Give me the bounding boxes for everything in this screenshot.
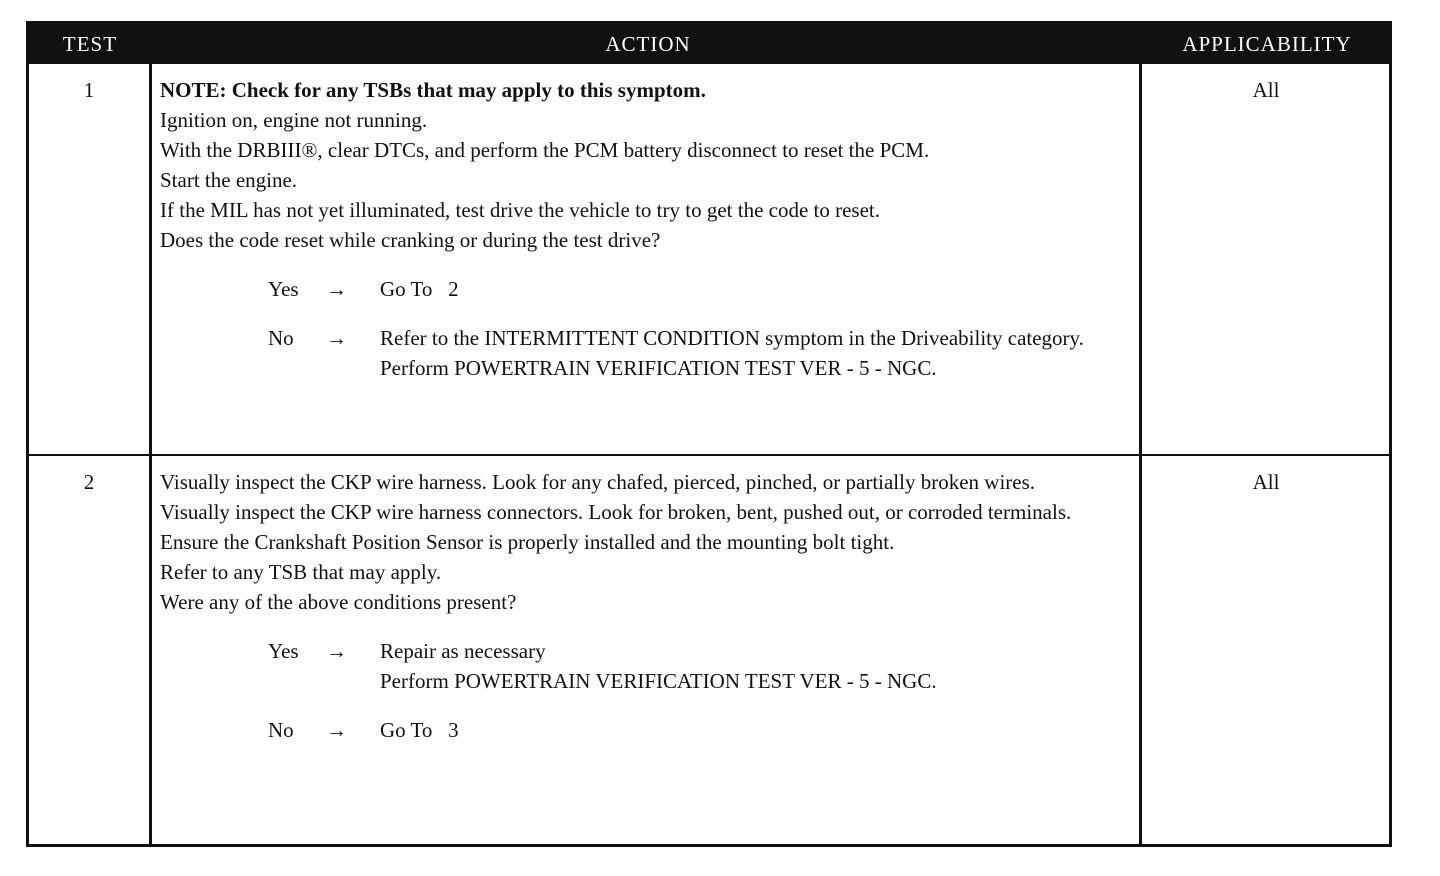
yes-label: Yes <box>268 277 299 301</box>
result-line: Go To 2 <box>380 277 459 301</box>
action-line: Visually inspect the CKP wire harness connectors. Look for broken, bent, pushed out, or corroded terminals. <box>160 500 1072 524</box>
no-label: No <box>268 718 294 742</box>
action-line: Ensure the Crankshaft Position Sensor is properly installed and the mounting bolt tight. <box>160 530 895 554</box>
action-text <box>160 467 1132 745</box>
header-applicability: APPLICABILITY <box>1182 32 1352 56</box>
result-line: Perform POWERTRAIN VERIFICATION TEST VER - 5 - NGC. <box>380 356 937 380</box>
result-line: Go To 3 <box>380 718 459 742</box>
diagnostic-table <box>26 21 1392 847</box>
result-line: Repair as necessary <box>380 639 546 663</box>
arrow-icon: → <box>326 326 347 350</box>
result-line: Refer to the INTERMITTENT CONDITION symptom in the Driveability category. <box>380 326 1084 350</box>
no-label: No <box>268 326 294 350</box>
yes-branch <box>268 274 1132 304</box>
table-header <box>29 24 1389 64</box>
no-result <box>380 715 1240 745</box>
result-line: Perform POWERTRAIN VERIFICATION TEST VER - 5 - NGC. <box>380 669 937 693</box>
test-number: 2 <box>83 470 95 494</box>
arrow-icon: → <box>326 718 347 742</box>
header-action: ACTION <box>605 32 691 56</box>
note-line: NOTE: Check for any TSBs that may apply to this symptom. <box>160 78 706 102</box>
question-line: Were any of the above conditions present? <box>160 590 517 614</box>
no-branch <box>268 323 1132 383</box>
row-divider <box>29 454 1389 456</box>
no-branch <box>268 715 1132 745</box>
applicability-value: All <box>1252 470 1280 494</box>
action-text <box>160 75 1132 383</box>
yes-result <box>380 636 1240 696</box>
yes-result <box>380 274 1240 304</box>
arrow-icon: → <box>326 277 347 301</box>
action-line: Visually inspect the CKP wire harness. Look for any chafed, pierced, pinched, or partially broken wires. <box>160 470 1036 494</box>
question-line: Does the code reset while cranking or during the test drive? <box>160 228 661 252</box>
arrow-icon: → <box>326 639 347 663</box>
no-result <box>380 323 1240 383</box>
applicability-value: All <box>1252 78 1280 102</box>
yes-label: Yes <box>268 639 299 663</box>
action-line: Refer to any TSB that may apply. <box>160 560 442 584</box>
header-test: TEST <box>62 32 118 56</box>
test-number: 1 <box>83 78 95 102</box>
action-line: Ignition on, engine not running. <box>160 108 428 132</box>
action-line: If the MIL has not yet illuminated, test drive the vehicle to try to get the code to reset. <box>160 198 881 222</box>
action-line: With the DRBIII®, clear DTCs, and perform the PCM battery disconnect to reset the PCM. <box>160 138 930 162</box>
yes-branch <box>268 636 1132 696</box>
action-line: Start the engine. <box>160 168 298 192</box>
